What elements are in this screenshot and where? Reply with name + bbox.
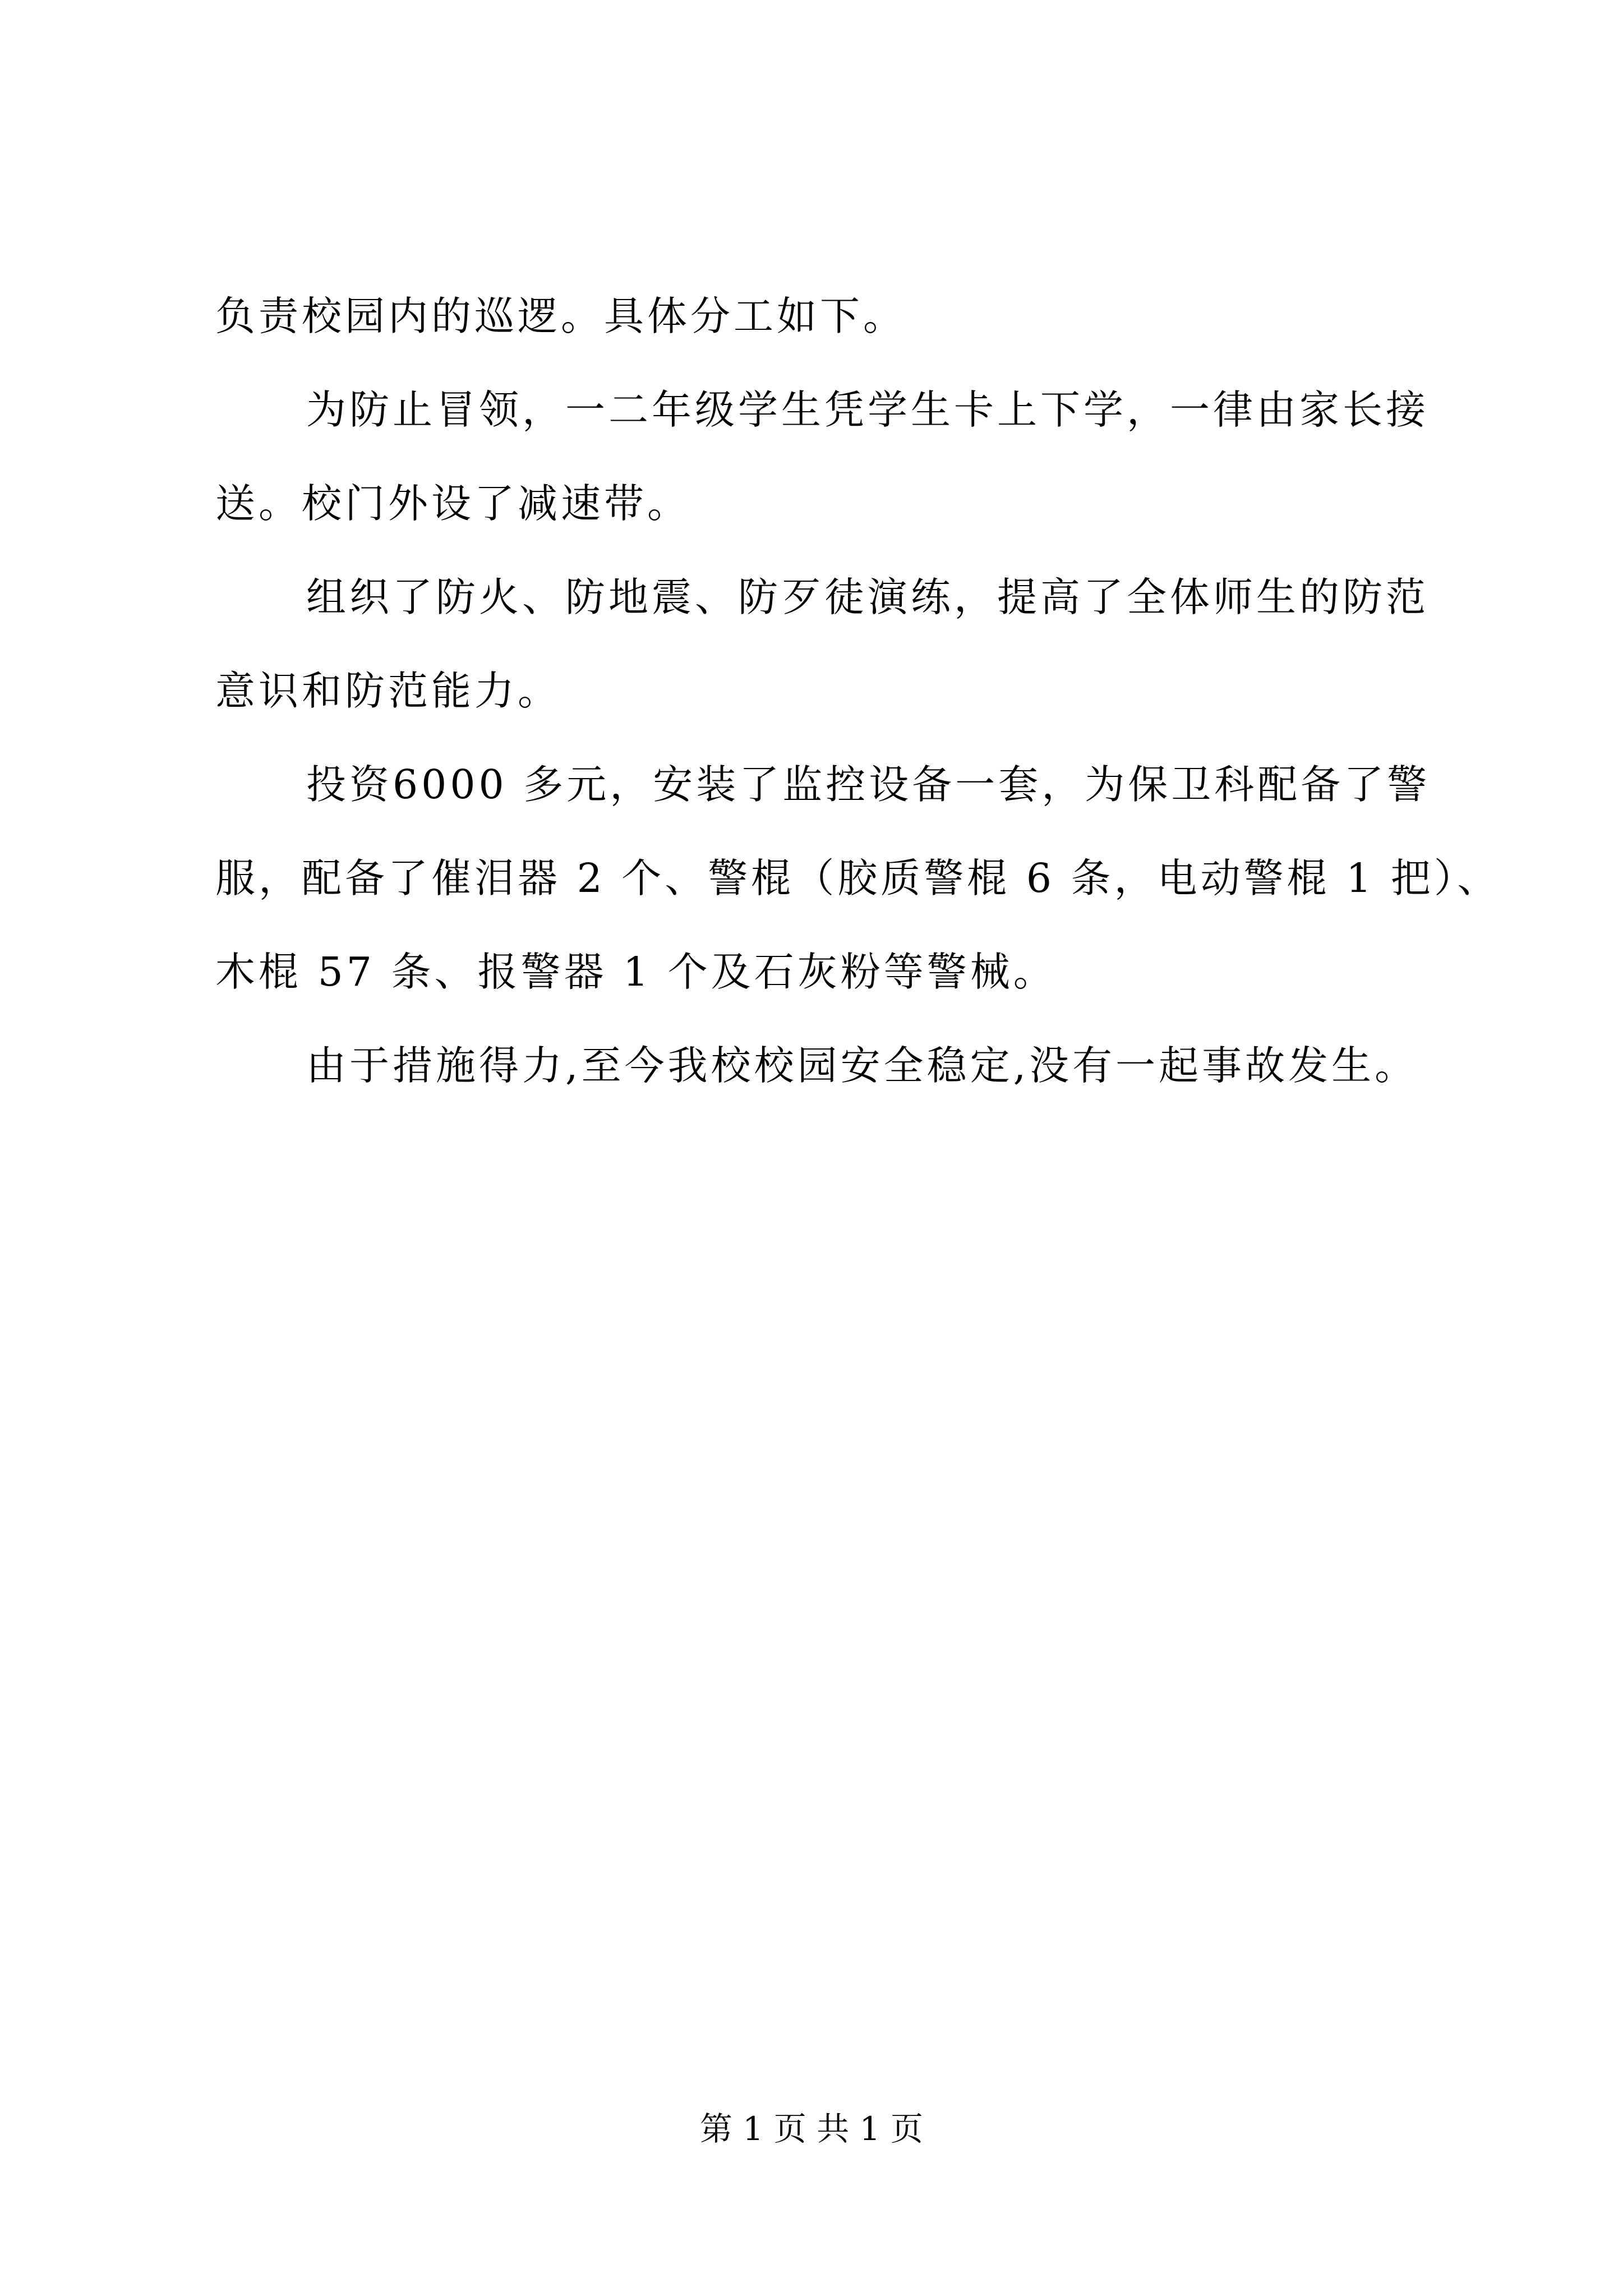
paragraph-line: 组织了防火、防地震、防歹徒演练，提高了全体师生的防范 [306, 574, 1430, 620]
paragraph-continuation-line: 送。校门外设了减速带。 [215, 480, 691, 527]
paragraph-line: 投资6000 多元，安装了监控设备一套，为保卫科配备了警 [306, 761, 1431, 808]
paragraph-line: 为防止冒领，一二年级学生凭学生卡上下学，一律由家长接 [306, 386, 1430, 433]
paragraph-continuation-line: 服，配备了催泪器 2 个、警棍（胶质警棍 6 条，电动警棍 1 把）、 [215, 855, 1501, 901]
page-footer: 第 1 页 共 1 页 [700, 2110, 923, 2148]
paragraph-line: 由于措施得力,至今我校校园安全稳定,没有一起事故发生。 [306, 1042, 1418, 1089]
paragraph-continuation-line: 木棍 57 条、报警器 1 个及石灰粉等警械。 [215, 949, 1057, 995]
document-body [215, 269, 1501, 1112]
paragraph-continuation-line: 意识和防范能力。 [215, 668, 561, 714]
paragraph-continuation-line: 负责校园内的巡逻。具体分工如下。 [215, 293, 907, 339]
